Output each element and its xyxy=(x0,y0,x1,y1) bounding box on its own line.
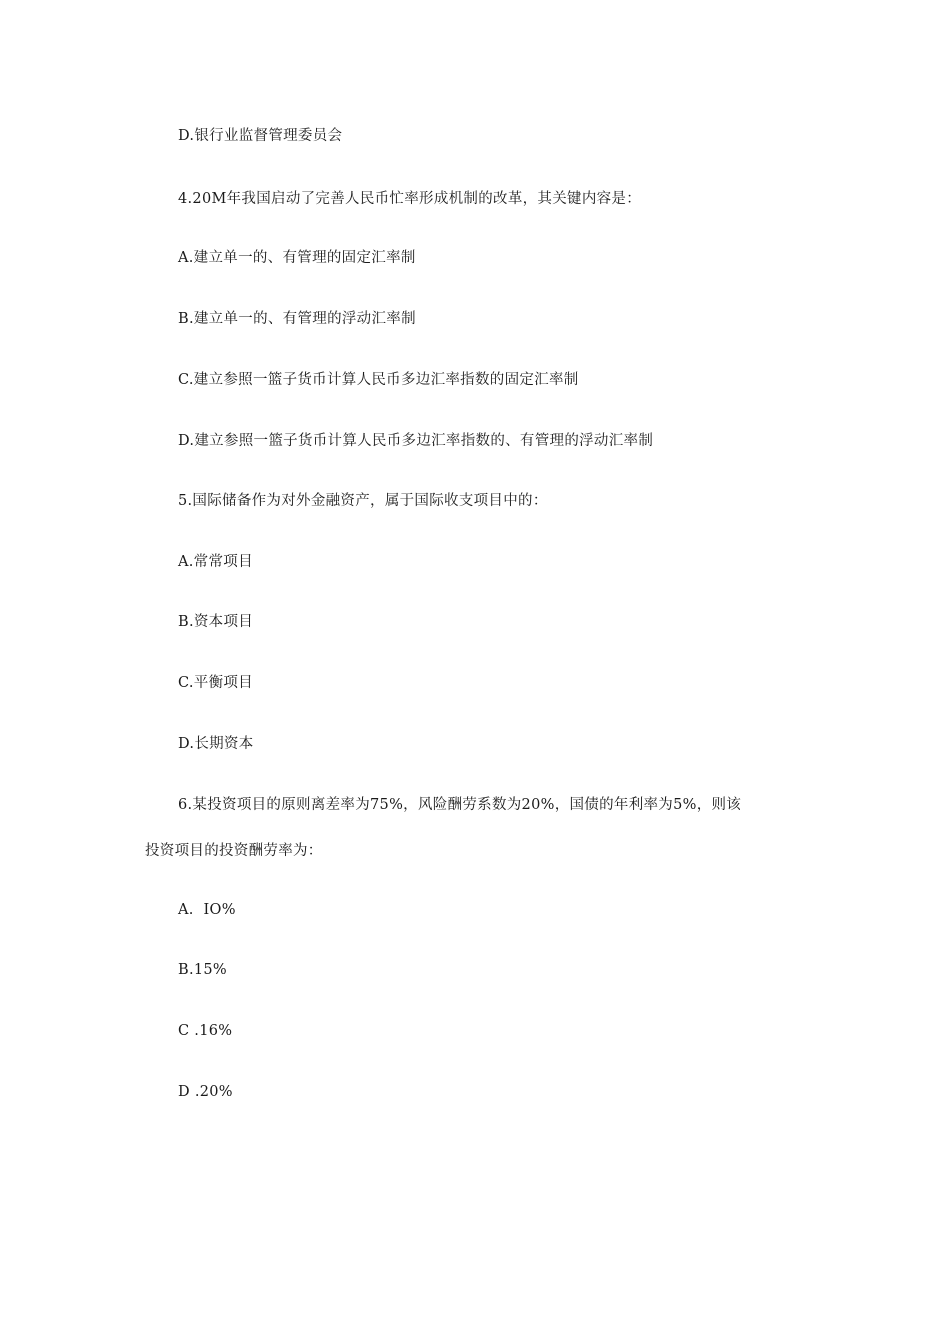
q6-stem-line2: 投资项目的投资酬劳率为： xyxy=(145,843,323,859)
q4-option-d: D.建立参照一篮子货币计算人民币多边汇率指数的、有管理的浮动汇率制 xyxy=(178,433,654,449)
q5-stem: 5.国际储备作为对外金融资产，属于国际收支项目中的： xyxy=(178,493,548,509)
q5-option-c: C.平衡项目 xyxy=(178,675,253,691)
q5-option-d: D.长期资本 xyxy=(178,736,254,752)
q6-option-d: D .20% xyxy=(178,1084,233,1100)
q5-option-b: B.资本项目 xyxy=(178,614,254,630)
q6-stem-line1: 6.某投资项目的原则离差率为75%，风险酬劳系数为20%，国债的年利率为5%，则该 xyxy=(178,797,742,813)
q4-option-c: C.建立参照一篮子货币计算人民币多边汇率指数的固定汇率制 xyxy=(178,372,579,388)
q6-option-c: C .16% xyxy=(178,1023,233,1039)
q6-option-a: A. IO% xyxy=(178,902,236,918)
q3-option-d: D.银行业监督管理委员会 xyxy=(178,128,343,144)
q6-option-b: B.15% xyxy=(178,962,227,978)
q4-option-b: B.建立单一的、有管理的浮动汇率制 xyxy=(178,311,416,327)
q5-option-a: A.常常项目 xyxy=(178,554,253,570)
q4-stem: 4.20M年我国启动了完善人民币忙率形成机制的改革，其关键内容是： xyxy=(178,191,642,207)
q4-option-a: A.建立单一的、有管理的固定汇率制 xyxy=(178,250,416,266)
